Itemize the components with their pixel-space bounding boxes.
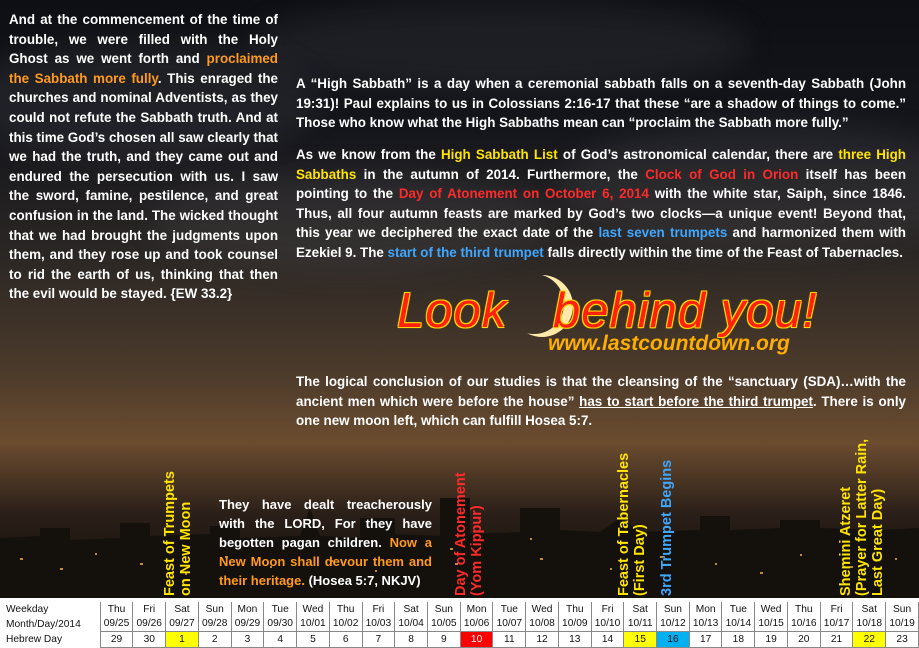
weekday-cell: Sun [657,602,690,617]
weekday-row [0,602,919,617]
ellen-white-quote [9,10,278,304]
date-cell: 10/15 [755,617,788,632]
date-cell: 09/26 [133,617,166,632]
weekday-cell: Tue [722,602,755,617]
hebrew-day-cell: 10 [460,632,493,648]
weekday-cell: Sat [395,602,428,617]
hebrew-day-cell: 9 [427,632,460,648]
p3-a: The logical conclusion of our studies is that the cleansing of the “sanctuary (SDA)…with the ancient men which were before the house” [296,374,906,409]
weekday-cell: Fri [591,602,624,617]
date-row-label: Month/Day/2014 [6,618,81,630]
hebrew-day-cell: 3 [231,632,264,648]
date-cell: 09/27 [166,617,199,632]
date-cell: 09/29 [231,617,264,632]
quote-text-end: . This enraged the churches and nominal Adventists, as they could not refute the Sabbath truth. And at this time God’s chosen all saw clearly that we had the truth, and they came out and endured the persecution with us. I saw the sword, famine, pestilence, and great confusion in the land. The wicked thought that we had brought the judgments upon them, and they rose up and took counsel to rid the earth of us, thinking that then the evil would be stayed. {EW 33.2} [9,70,278,302]
p3-underlined: has to start before the third trumpet [579,393,813,409]
third-trumpet-line-1: 3rd Trumpet Begins [659,459,675,596]
weekday-cell: Sun [427,602,460,617]
high-sabbath-paragraph [296,74,906,133]
weekday-cell: Wed [755,602,788,617]
weekday-row-label: Weekday [6,603,49,615]
hebrew-day-row-label: Hebrew Day [6,633,63,645]
look-heading: Look [397,284,508,338]
last-seven-trumpets-highlight: last seven trumpets [598,225,728,241]
weekday-cell: Tue [493,602,526,617]
weekday-cell: Tue [264,602,297,617]
weekday-cell: Sat [166,602,199,617]
hebrew-day-cell: 11 [493,632,526,648]
date-cell: 09/25 [100,617,133,632]
p2-c: of God’s astronomical calendar, there are [557,147,839,162]
hebrew-day-cell: 21 [820,632,853,648]
hebrew-day-cell: 22 [853,632,886,648]
date-cell: 09/30 [264,617,297,632]
date-cell: 10/09 [558,617,591,632]
hosea-highlight: Now a New Moon shall devour them and their heritage. [219,535,432,588]
date-cell: 10/18 [853,617,886,632]
hebrew-day-cell: 30 [133,632,166,648]
date-cell: 10/11 [624,617,657,632]
shemini-atzeret-label [838,439,886,596]
third-trumpet-label [659,460,675,596]
weekday-cell: Fri [133,602,166,617]
shemini-line-1: Shemini Atzeret [838,486,854,596]
date-cell: 10/13 [689,617,722,632]
date-cell: 10/10 [591,617,624,632]
date-cell: 10/12 [657,617,690,632]
date-cell: 10/14 [722,617,755,632]
quote-highlight: proclaimed the Sabbath more fully [9,51,278,86]
shemini-line-2: (Prayer for Latter Rain, [854,438,870,596]
hebrew-day-cell: 2 [198,632,231,648]
feast-of-trumpets-label [162,471,194,596]
feast-of-tabernacles-label [616,453,648,596]
weekday-cell: Sun [886,602,919,617]
hebrew-day-cell: 20 [787,632,820,648]
date-row [0,617,919,632]
weekday-cell: Thu [329,602,362,617]
atonement-line-2: (Yom Kippur) [469,505,485,596]
date-cell: 10/05 [427,617,460,632]
hebrew-day-cell: 23 [886,632,919,648]
date-cell: 09/28 [198,617,231,632]
hebrew-day-cell: 29 [100,632,133,648]
feast-calendar-table [0,602,919,648]
p2-k: and harmonized them with Ezekiel 9. The [296,225,906,260]
hosea-quote [219,495,432,590]
weekday-cell: Wed [297,602,330,617]
day-of-atonement-label [453,472,485,596]
p2-g: itself has been pointing to the [296,166,906,202]
hebrew-day-cell: 17 [689,632,722,648]
date-cell: 10/04 [395,617,428,632]
hebrew-day-cell: 18 [722,632,755,648]
weekday-cell: Fri [820,602,853,617]
weekday-cell: Thu [558,602,591,617]
date-cell: 10/01 [297,617,330,632]
trumpets-line-1: Feast of Trumpets [162,471,178,596]
weekday-cell: Mon [460,602,493,617]
weekday-cell: Sun [198,602,231,617]
website-url: www.lastcountdown.org [548,332,790,355]
atonement-line-1: Day of Atonement [453,472,469,596]
hebrew-day-cell: 19 [755,632,788,648]
hebrew-day-cell: 16 [657,632,690,648]
weekday-cell: Sat [853,602,886,617]
hebrew-day-cell: 12 [526,632,559,648]
tabernacles-line-2: (First Day) [632,524,648,596]
behind-you-heading: behind you! [553,284,818,338]
shemini-line-3: Last Great Day) [870,488,886,596]
hebrew-day-cell: 14 [591,632,624,648]
paragraph-1-text: A “High Sabbath” is a day when a ceremonial sabbath falls on a seventh-day Sabbath (John 19:31)! Paul explains to us in Colossians 2:16-17 that these “are a shadow of things to come.” Those who know what the High Sabbaths mean can “proclaim the Sabbath more fully.” [296,76,906,131]
autumn-feasts-paragraph [296,145,906,263]
tabernacles-line-1: Feast of Tabernacles [616,452,632,596]
hosea-reference: (Hosea 5:7, NKJV) [304,573,421,588]
weekday-cell: Mon [689,602,722,617]
hebrew-day-row [0,632,919,648]
date-cell: 10/17 [820,617,853,632]
high-sabbath-list-link: High Sabbath List [440,147,558,162]
conclusion-paragraph [296,372,906,431]
third-trumpet-highlight: start of the third trumpet [387,244,544,260]
hebrew-day-cell: 4 [264,632,297,648]
weekday-cell: Fri [362,602,395,617]
weekday-cell: Thu [787,602,820,617]
weekday-cell: Sat [624,602,657,617]
date-cell: 10/07 [493,617,526,632]
p3-c: . There is only one new moon left, which can fulfill Hosea 5:7. [296,393,906,429]
quote-text-start: And at the commencement of the time of trouble, we were filled with the Holy Ghost as we went forth and [9,12,278,67]
hebrew-day-cell: 1 [166,632,199,648]
hosea-a: They have dealt treacherously with the LORD, For they have begotten pagan children. [219,497,432,550]
weekday-cell: Thu [100,602,133,617]
p2-e: in the autumn of 2014. Furthermore, the [356,166,646,182]
date-cell: 10/02 [329,617,362,632]
hebrew-day-cell: 15 [624,632,657,648]
clock-of-god-highlight: Clock of God in Orion [645,166,799,182]
p2-m: falls directly within the time of the Feast of Tabernacles. [543,244,903,260]
date-cell: 10/19 [886,617,919,632]
date-cell: 10/06 [460,617,493,632]
date-cell: 10/16 [787,617,820,632]
date-cell: 10/03 [362,617,395,632]
weekday-cell: Wed [526,602,559,617]
hebrew-day-cell: 7 [362,632,395,648]
three-high-sabbaths-highlight: three High Sabbaths [296,147,906,182]
p2-a: As we know from the [296,147,441,162]
trumpets-line-2: on New Moon [178,501,194,596]
weekday-cell: Mon [231,602,264,617]
hebrew-day-cell: 6 [329,632,362,648]
date-cell: 10/08 [526,617,559,632]
hebrew-day-cell: 5 [297,632,330,648]
hebrew-day-cell: 13 [558,632,591,648]
hebrew-day-cell: 8 [395,632,428,648]
p2-i: with the white star, Saiph, since 1846. Thus, all four autumn feasts are marked by God’s two clocks—a unique event! Beyond that, this year we deciphered the exact date of the [296,186,906,241]
day-of-atonement-highlight: Day of Atonement on October 6, 2014 [398,186,649,202]
